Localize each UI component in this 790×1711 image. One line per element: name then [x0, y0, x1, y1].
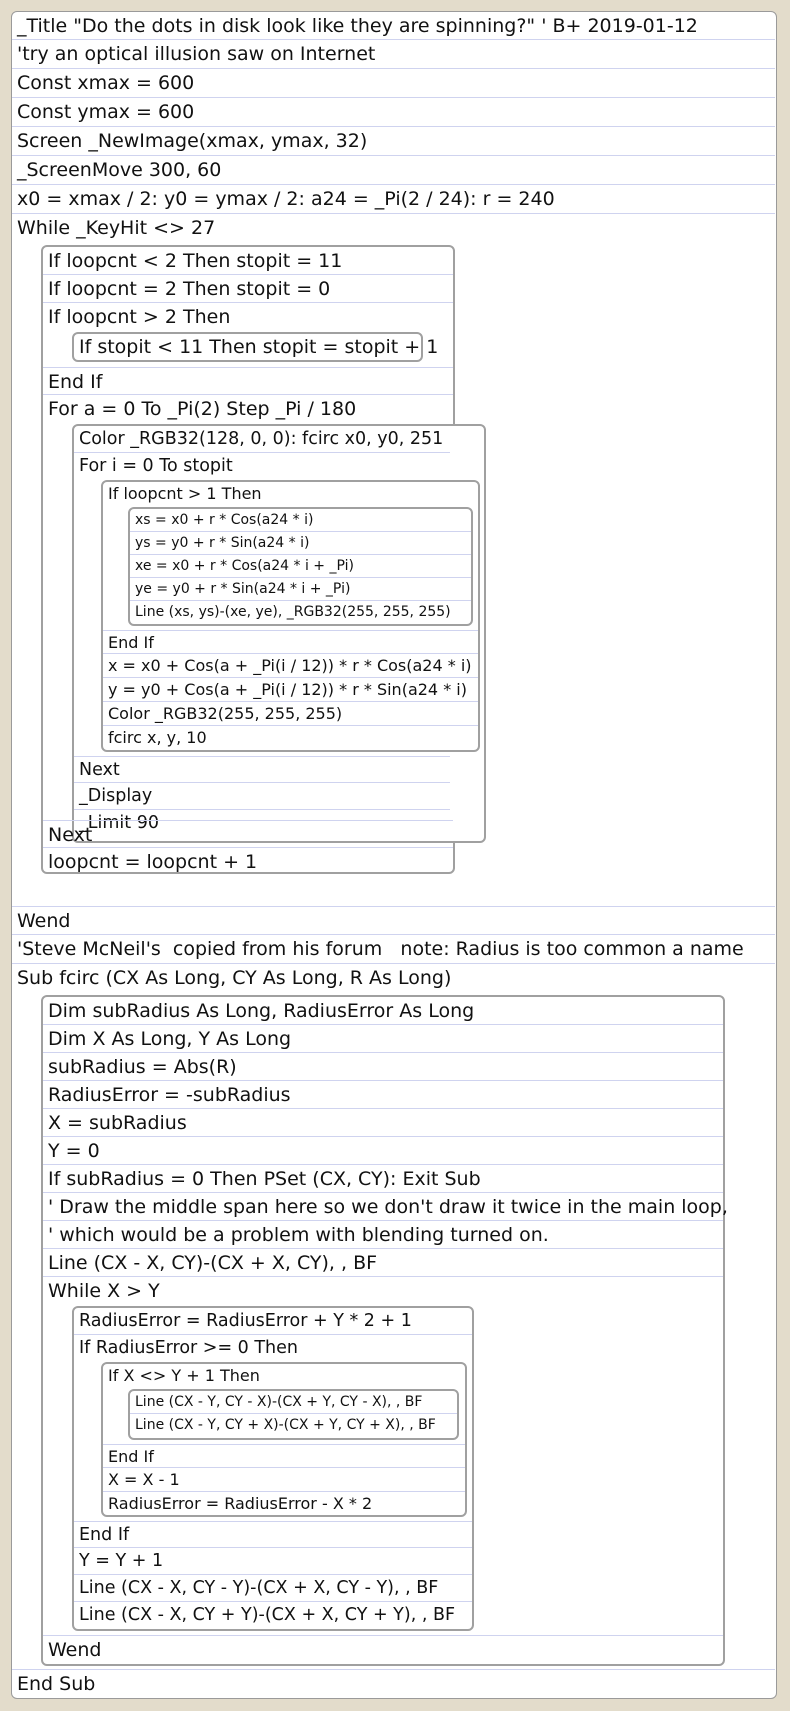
- code-line[interactable]: y = y0 + Cos(a + _Pi(i / 12)) * r * Sin(a24 * i): [103, 678, 478, 702]
- code-line[interactable]: If loopcnt = 2 Then stopit = 0: [43, 275, 453, 303]
- code-line[interactable]: If stopit < 11 Then stopit = stopit + 1: [79, 336, 439, 358]
- code-line[interactable]: _ScreenMove 300, 60: [12, 156, 775, 185]
- code-line[interactable]: Wend: [43, 1635, 723, 1664]
- code-editor-panel: [11, 11, 777, 1699]
- code-line[interactable]: If X <> Y + 1 Then: [108, 1366, 260, 1385]
- code-line[interactable]: xe = x0 + r * Cos(a24 * i + _Pi): [130, 555, 471, 578]
- code-line[interactable]: End If: [103, 1444, 465, 1468]
- code-line[interactable]: End If: [74, 1521, 472, 1548]
- code-line[interactable]: For i = 0 To stopit: [79, 456, 233, 476]
- code-line[interactable]: RadiusError = -subRadius: [43, 1081, 723, 1109]
- code-line[interactable]: If loopcnt < 2 Then stopit = 11: [43, 247, 453, 275]
- code-line[interactable]: Sub fcirc (CX As Long, CY As Long, R As Long): [17, 967, 452, 989]
- code-line[interactable]: Const xmax = 600: [12, 69, 775, 98]
- sub-fcirc-block: [41, 995, 728, 1666]
- while-keyhit-block: [41, 245, 472, 874]
- code-line[interactable]: Dim X As Long, Y As Long: [43, 1025, 723, 1053]
- code-line[interactable]: _Limit 90: [79, 813, 159, 833]
- code-line[interactable]: ys = y0 + r * Sin(a24 * i): [130, 532, 471, 555]
- code-line[interactable]: _Display: [74, 783, 450, 810]
- code-line[interactable]: Y = 0: [43, 1137, 723, 1165]
- code-line[interactable]: Screen _NewImage(xmax, ymax, 32): [12, 127, 775, 156]
- code-line[interactable]: If subRadius = 0 Then PSet (CX, CY): Exit Sub: [43, 1165, 723, 1193]
- code-line[interactable]: x = x0 + Cos(a + _Pi(i / 12)) * r * Cos(a24 * i): [103, 654, 478, 678]
- code-line[interactable]: x0 = xmax / 2: y0 = ymax / 2: a24 = _Pi(2 / 24): r = 240: [12, 185, 775, 214]
- code-line[interactable]: X = subRadius: [43, 1109, 723, 1137]
- code-line[interactable]: Line (CX - X, CY + Y)-(CX + X, CY + Y), , BF: [79, 1605, 456, 1625]
- if-x-ne-y-block: [128, 1389, 459, 1440]
- code-line[interactable]: Color _RGB32(255, 255, 255): [103, 702, 478, 726]
- code-line[interactable]: Y = Y + 1: [74, 1548, 472, 1575]
- code-line[interactable]: If RadiusError >= 0 Then: [79, 1338, 299, 1358]
- code-line[interactable]: While X > Y: [48, 1280, 160, 1302]
- code-line[interactable]: Line (CX - Y, CY - X)-(CX + Y, CY - X), , BF: [130, 1391, 457, 1414]
- code-line[interactable]: Next: [74, 756, 450, 783]
- code-line[interactable]: xs = x0 + r * Cos(a24 * i): [130, 509, 471, 532]
- code-line[interactable]: Wend: [12, 906, 775, 935]
- code-line[interactable]: RadiusError = RadiusError - X * 2: [108, 1494, 373, 1513]
- code-line[interactable]: RadiusError = RadiusError + Y * 2 + 1: [74, 1308, 472, 1335]
- code-line[interactable]: 'Steve McNeil's copied from his forum note: Radius is too common a name: [12, 935, 775, 964]
- code-line[interactable]: End Sub: [12, 1669, 775, 1698]
- code-line[interactable]: If loopcnt > 1 Then: [108, 484, 262, 503]
- code-line[interactable]: ' Draw the middle span here so we don't draw it twice in the main loop,: [43, 1193, 723, 1221]
- code-line[interactable]: Line (CX - X, CY - Y)-(CX + X, CY - Y), , BF: [74, 1575, 472, 1602]
- if-radiuserror-block: [101, 1362, 467, 1517]
- code-line[interactable]: fcirc x, y, 10: [108, 728, 207, 747]
- code-line[interactable]: subRadius = Abs(R): [43, 1053, 723, 1081]
- code-line[interactable]: 'try an optical illusion saw on Internet: [12, 40, 775, 69]
- code-line[interactable]: ye = y0 + r * Sin(a24 * i + _Pi): [130, 578, 471, 601]
- code-line[interactable]: If loopcnt > 2 Then: [48, 306, 231, 328]
- code-line[interactable]: While _KeyHit <> 27: [17, 217, 216, 239]
- if-loopcnt-block: [72, 332, 439, 362]
- code-line[interactable]: End If: [43, 367, 453, 395]
- for-i-block: [101, 480, 480, 752]
- while-x-gt-y-block: [72, 1306, 474, 1631]
- code-line[interactable]: Color _RGB32(128, 0, 0): fcirc x0, y0, 251: [74, 426, 450, 453]
- code-line[interactable]: Line (CX - Y, CY + X)-(CX + Y, CY + X), , BF: [135, 1417, 436, 1433]
- code-line[interactable]: Line (CX - X, CY)-(CX + X, CY), , BF: [43, 1249, 723, 1277]
- for-a-block: [72, 424, 486, 843]
- code-line[interactable]: Const ymax = 600: [12, 98, 775, 127]
- code-line[interactable]: loopcnt = loopcnt + 1: [48, 851, 258, 873]
- code-line[interactable]: Next: [43, 820, 453, 848]
- code-line[interactable]: For a = 0 To _Pi(2) Step _Pi / 180: [48, 398, 357, 420]
- code-line[interactable]: Line (xs, ys)-(xe, ye), _RGB32(255, 255, 255): [135, 604, 451, 620]
- code-line[interactable]: Dim subRadius As Long, RadiusError As Long: [43, 997, 723, 1025]
- code-line[interactable]: ' which would be a problem with blending turned on.: [43, 1221, 723, 1249]
- if-loopcnt-gt1-block: [128, 507, 473, 626]
- code-line[interactable]: X = X - 1: [103, 1468, 465, 1492]
- code-line[interactable]: _Title "Do the dots in disk look like they are spinning?" ' B+ 2019-01-12: [12, 12, 775, 40]
- code-line[interactable]: End If: [103, 630, 478, 654]
